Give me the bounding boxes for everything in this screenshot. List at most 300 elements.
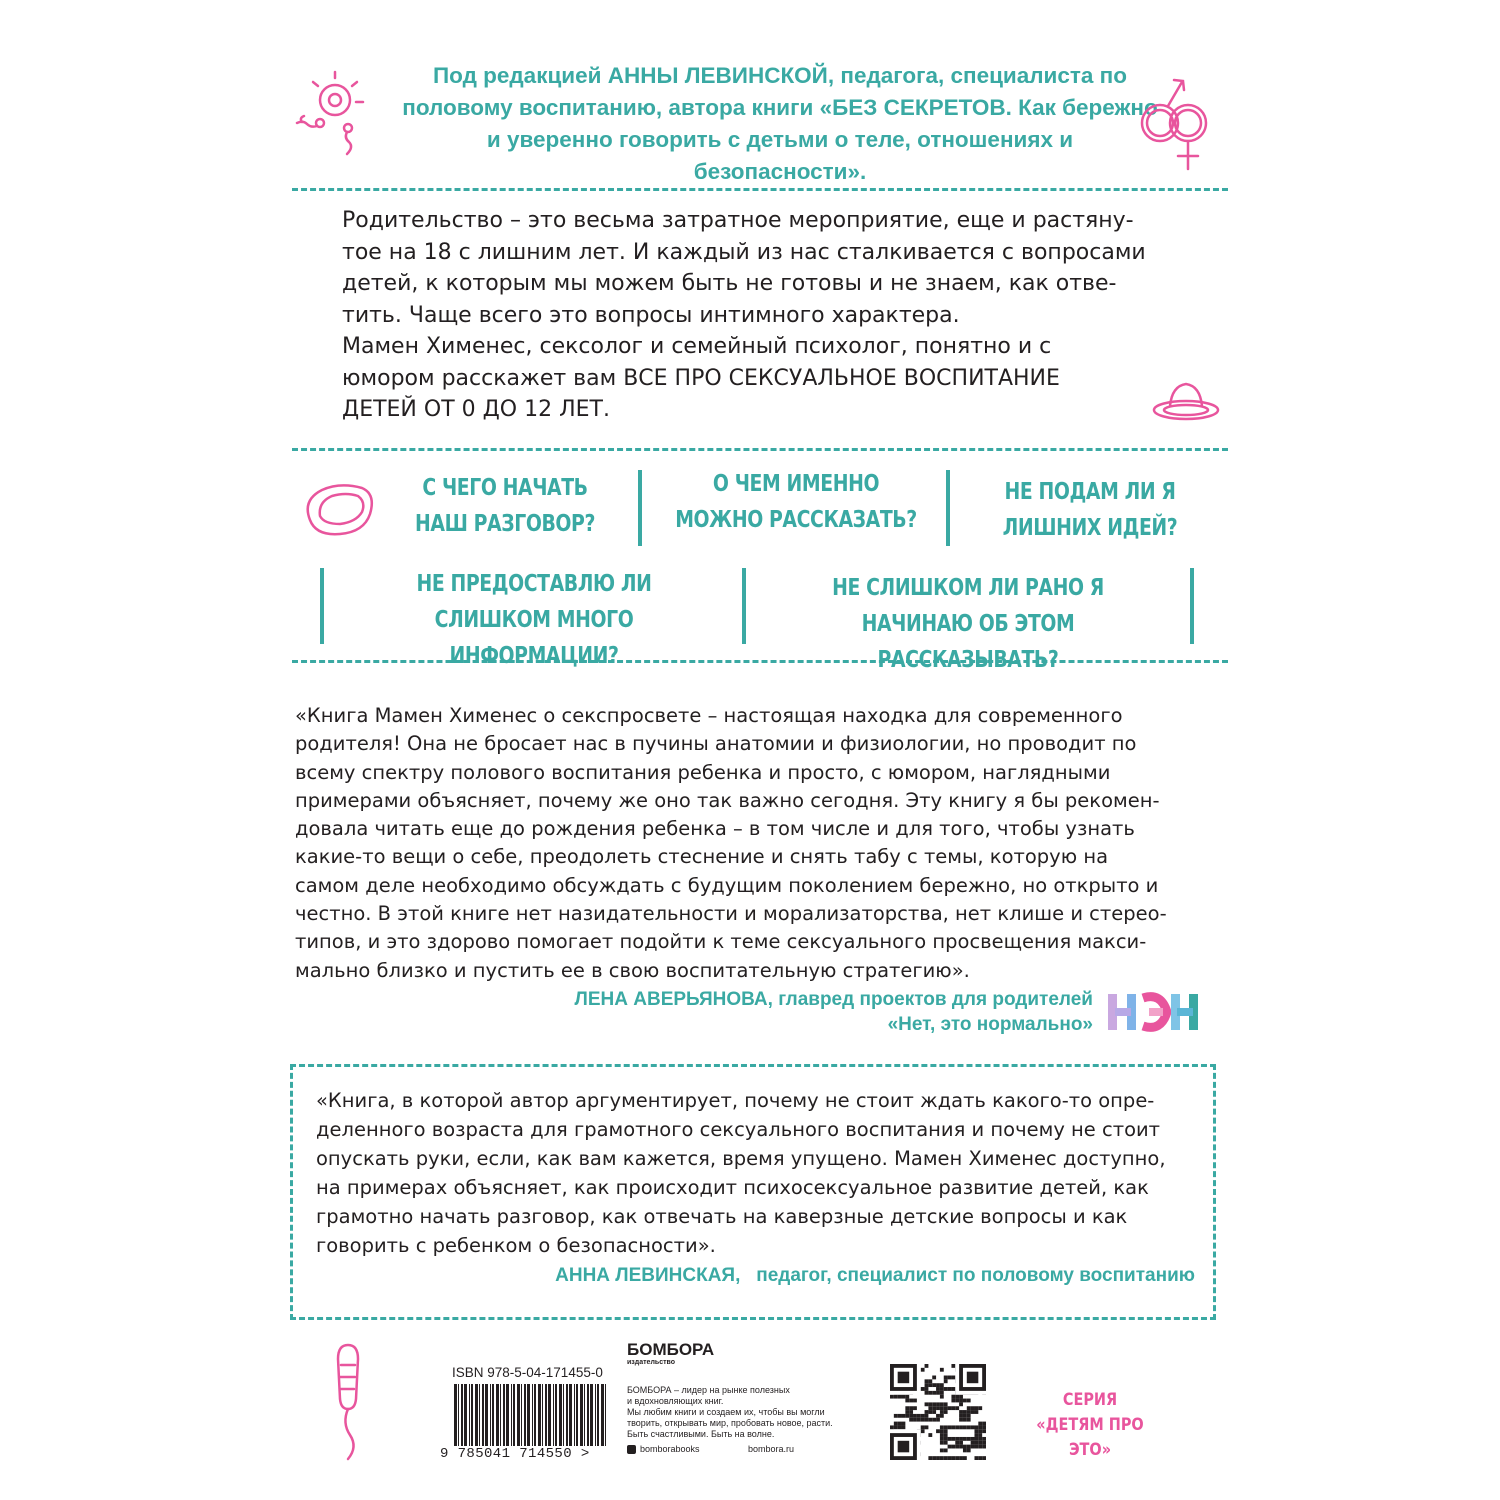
qr-module: [982, 1445, 986, 1449]
review-line: типов, и это здорово помогает подойти к теме сексуального просвещения макси-: [295, 930, 1147, 954]
qr-module: [917, 1414, 921, 1418]
barcode-bar: [506, 1384, 509, 1446]
qr-module: [951, 1437, 955, 1441]
question-4: [363, 566, 706, 674]
social-handle-text: bomborabooks: [640, 1444, 700, 1454]
divider: [292, 660, 1228, 663]
qr-module: [936, 1429, 940, 1433]
barcode-bar: [597, 1384, 599, 1446]
qr-module: [925, 1391, 929, 1395]
qr-module: [978, 1422, 982, 1426]
qr-module: [967, 1399, 971, 1403]
qr-module: [955, 1395, 959, 1399]
publisher-line: Быть счастливыми. Быть на волне.: [627, 1429, 775, 1439]
qr-module: [909, 1418, 913, 1422]
question-1: [403, 470, 608, 542]
qr-module: [944, 1379, 948, 1383]
qr-module: [921, 1368, 925, 1372]
review-line: честно. В этой книге нет назидательности и морализаторства, нет клише и стерео-: [295, 902, 1167, 926]
question-separator: [742, 568, 746, 644]
qr-module: [982, 1441, 986, 1445]
question-line: НАШ РАЗГОВОР?: [415, 511, 595, 537]
review-line: родителя! Она не бросает нас в пучины анатомии и физиологии, но проводит по: [295, 732, 1137, 756]
qr-module: [905, 1399, 909, 1403]
qr-module: [913, 1406, 917, 1410]
qr-module: [948, 1437, 952, 1441]
qr-module: [963, 1414, 967, 1418]
qr-module: [902, 1395, 906, 1399]
qr-module: [974, 1406, 978, 1410]
qr-module: [894, 1395, 898, 1399]
qr-module: [928, 1433, 932, 1437]
qr-module: [932, 1418, 936, 1422]
question-separator: [1190, 568, 1194, 644]
barcode-bar: [482, 1384, 484, 1446]
qr-module: [928, 1402, 932, 1406]
gender-symbols-icon: [1130, 68, 1225, 178]
qr-module: [936, 1418, 940, 1422]
barcode-bar: [454, 1384, 457, 1446]
qr-module: [932, 1402, 936, 1406]
qr-module: [940, 1402, 944, 1406]
qr-module: [940, 1448, 944, 1452]
barcode-bar: [590, 1384, 593, 1446]
barcode-bar: [601, 1384, 604, 1446]
qr-module: [971, 1410, 975, 1414]
qr-module: [940, 1410, 944, 1414]
qr-module: [951, 1445, 955, 1449]
review-line: примерами объясняет, почему же оно так важно сегодня. Эту книгу я бы рекомен-: [295, 788, 1160, 812]
barcode-bar: [538, 1384, 541, 1446]
qr-module: [959, 1445, 963, 1449]
qr-module: [955, 1437, 959, 1441]
qr-module: [894, 1414, 898, 1418]
qr-module: [928, 1379, 932, 1383]
qr-module: [978, 1441, 982, 1445]
qr-module: [951, 1376, 955, 1380]
barcode-bar: [524, 1384, 526, 1446]
qr-module: [928, 1418, 932, 1422]
qr-module: [971, 1437, 975, 1441]
review-line: говорить с ребенком о безопасности».: [316, 1234, 716, 1257]
qr-module: [944, 1387, 948, 1391]
barcode-bar: [548, 1384, 551, 1446]
qr-module: [963, 1437, 967, 1441]
qr-module: [974, 1425, 978, 1429]
qr-module: [898, 1372, 910, 1384]
qr-module: [967, 1418, 971, 1422]
qr-module: [971, 1425, 975, 1429]
qr-module: [936, 1414, 940, 1418]
qr-module: [925, 1418, 929, 1422]
qr-module: [940, 1437, 944, 1441]
qr-module: [978, 1425, 982, 1429]
qr-module: [951, 1399, 955, 1403]
qr-module: [905, 1406, 909, 1410]
nen-logo: [1105, 990, 1200, 1034]
publisher-line: Мы любим книги и создаем их, чтобы вы могли: [627, 1407, 825, 1417]
qr-module: [913, 1399, 917, 1403]
editor-note: [400, 60, 1160, 188]
question-line: НАЧИНАЮ ОБ ЭТОМ РАССКАЗЫВАТЬ?: [861, 611, 1075, 673]
barcode-bar: [559, 1384, 562, 1446]
qr-module: [971, 1441, 975, 1445]
qr-module: [925, 1402, 929, 1406]
intro-line: тить. Чаще всего это вопросы интимного характера.: [342, 302, 960, 328]
qr-module: [951, 1456, 955, 1460]
qr-module: [967, 1372, 979, 1384]
qr-module: [944, 1402, 948, 1406]
review-1-signature: [400, 987, 1093, 1037]
intro-paragraph: [342, 205, 1182, 426]
qr-module: [944, 1433, 948, 1437]
qr-module: [890, 1425, 894, 1429]
qr-module: [963, 1425, 967, 1429]
qr-module: [963, 1418, 967, 1422]
qr-module: [944, 1441, 948, 1445]
qr-module: [909, 1414, 913, 1418]
qr-module: [955, 1425, 959, 1429]
qr-module: [936, 1387, 940, 1391]
review-line: грамотно начать разговор, как отвечать на каверзные детские вопросы и как: [316, 1205, 1128, 1228]
barcode-bar: [553, 1384, 554, 1446]
qr-module: [959, 1437, 963, 1441]
qr-module: [974, 1441, 978, 1445]
qr-module: [959, 1395, 963, 1399]
qr-module: [936, 1456, 940, 1460]
condom-icon: [1148, 380, 1228, 425]
qr-module: [925, 1387, 929, 1391]
intro-line: Родительство – это весьма затратное мероприятие, еще и растяну-: [342, 208, 1134, 233]
qr-module: [909, 1406, 913, 1410]
publisher-line: творить, открывать мир, пробовать новое, расти.: [627, 1418, 833, 1428]
egg-sperm-icon: [290, 68, 370, 163]
qr-module: [936, 1383, 940, 1387]
question-separator: [320, 568, 324, 644]
qr-module: [944, 1448, 948, 1452]
question-separator: [638, 470, 642, 546]
barcode-bar: [521, 1384, 522, 1446]
qr-module: [921, 1418, 925, 1422]
barcode-bar: [605, 1384, 606, 1446]
barcode-bar: [587, 1384, 589, 1446]
qr-module: [967, 1448, 971, 1452]
review-line: на примерах объясняет, как происходит психосексуальное развитие детей, как: [316, 1176, 1149, 1199]
qr-module: [936, 1402, 940, 1406]
qr-module: [967, 1445, 971, 1449]
qr-module: [902, 1414, 906, 1418]
qr-module: [936, 1391, 940, 1395]
qr-module: [963, 1456, 967, 1460]
qr-module: [940, 1456, 944, 1460]
divider: [292, 448, 1228, 451]
qr-module: [944, 1406, 948, 1410]
qr-module: [898, 1425, 902, 1429]
qr-module: [928, 1391, 932, 1395]
barcode-bar: [475, 1384, 478, 1446]
qr-module: [898, 1441, 910, 1453]
qr-module: [898, 1414, 902, 1418]
intro-line: тое на 18 с лишним лет. И каждый из нас сталкивается с вопросами: [342, 239, 1146, 265]
question-line: С ЧЕГО НАЧАТЬ: [422, 475, 588, 501]
qr-module: [951, 1395, 955, 1399]
qr-module: [932, 1383, 936, 1387]
barcode-bar: [527, 1384, 530, 1446]
review-2-signature: [400, 1263, 1195, 1288]
vk-icon: [627, 1445, 636, 1454]
qr-module: [936, 1406, 940, 1410]
qr-module: [959, 1456, 963, 1460]
qr-module: [925, 1410, 929, 1414]
tampon-icon: [318, 1335, 378, 1465]
barcode-bar: [569, 1384, 572, 1446]
qr-module: [928, 1410, 932, 1414]
barcode-bar: [566, 1384, 568, 1446]
qr-module: [948, 1445, 952, 1449]
qr-module: [940, 1425, 944, 1429]
qr-module: [940, 1406, 944, 1410]
barcode-bar: [517, 1384, 520, 1446]
qr-module: [959, 1441, 963, 1445]
qr-module: [963, 1448, 967, 1452]
site-link[interactable]: bombora.ru: [748, 1444, 795, 1454]
qr-module: [959, 1399, 963, 1403]
qr-module: [917, 1418, 921, 1422]
qr-module: [982, 1422, 986, 1426]
qr-module: [940, 1395, 944, 1399]
qr-module: [909, 1410, 913, 1414]
barcode: [452, 1384, 612, 1446]
qr-module: [921, 1429, 925, 1433]
qr-module: [978, 1406, 982, 1410]
qr-module: [955, 1406, 959, 1410]
barcode-bar: [542, 1384, 543, 1446]
qr-module: [921, 1425, 925, 1429]
intro-line: юмором расскажет вам ВСЕ ПРО СЕКСУАЛЬНОЕ ВОСПИТАНИЕ: [342, 365, 1060, 391]
qr-module: [944, 1456, 948, 1460]
review-2-role: педагог, специалист по половому воспитанию: [756, 1265, 1195, 1286]
qr-module: [967, 1414, 971, 1418]
barcode-bar: [584, 1384, 585, 1446]
review-line: деленного возраста для грамотного сексуального воспитания и почему не стоит: [316, 1118, 1161, 1141]
barcode-bar: [580, 1384, 583, 1446]
qr-module: [944, 1437, 948, 1441]
qr-module: [932, 1456, 936, 1460]
barcode-bar: [500, 1384, 501, 1446]
editor-note-line: Под редакцией АННЫ ЛЕВИНСКОЙ, педагога, специалиста по: [432, 63, 1128, 88]
qr-module: [978, 1456, 982, 1460]
qr-module: [890, 1395, 894, 1399]
qr-module: [940, 1387, 944, 1391]
publisher-description: [627, 1385, 867, 1440]
qr-module: [905, 1414, 909, 1418]
qr-module: [940, 1414, 944, 1418]
intro-line: ДЕТЕЙ ОТ 0 ДО 12 ЛЕТ.: [342, 397, 610, 422]
divider: [292, 188, 1228, 191]
publisher-sub: издательство: [627, 1359, 675, 1366]
qr-module: [982, 1437, 986, 1441]
qr-module: [928, 1456, 932, 1460]
question-2: [673, 466, 919, 538]
qr-module: [905, 1410, 909, 1414]
barcode-bar: [555, 1384, 557, 1446]
qr-module: [948, 1425, 952, 1429]
barcode-bar: [461, 1384, 463, 1446]
qr-module: [974, 1433, 978, 1437]
publisher-line: и вдохновляющих книг.: [627, 1396, 724, 1406]
barcode-bar: [464, 1384, 467, 1446]
qr-module: [948, 1376, 952, 1380]
social-handle[interactable]: [627, 1444, 700, 1455]
qr-module: [974, 1429, 978, 1433]
qr-module: [944, 1376, 948, 1380]
qr-module: [913, 1418, 917, 1422]
review-line: какие-то вещи о себе, преодолеть стеснение и снять табу с темы, которую на: [295, 845, 1109, 869]
question-line: НЕ ПОДАМ ЛИ Я: [1004, 479, 1176, 505]
qr-module: [955, 1399, 959, 1403]
qr-module: [978, 1433, 982, 1437]
review-quote-2: [316, 1086, 1196, 1260]
qr-module: [982, 1429, 986, 1433]
review-quote-1: [295, 702, 1205, 985]
qr-module: [955, 1441, 959, 1445]
question-3: [979, 474, 1200, 546]
barcode-bar: [492, 1384, 494, 1446]
qr-module: [948, 1406, 952, 1410]
qr-module: [951, 1387, 955, 1391]
qr-module: [974, 1410, 978, 1414]
barcode-bar: [532, 1384, 533, 1446]
review-line: «Книга Мамен Хименес о секспросвете – настоящая находка для современного: [295, 704, 1123, 727]
qr-module: [959, 1425, 963, 1429]
barcode-bar: [479, 1384, 480, 1446]
qr-module: [955, 1445, 959, 1449]
barcode-bar: [595, 1384, 596, 1446]
qr-module: [978, 1437, 982, 1441]
qr-module: [951, 1425, 955, 1429]
question-line: МОЖНО РАССКАЗАТЬ?: [675, 507, 917, 533]
qr-module: [932, 1376, 936, 1380]
qr-module: [948, 1456, 952, 1460]
qr-module: [944, 1425, 948, 1429]
qr-module: [902, 1422, 906, 1426]
qr-module: [898, 1395, 902, 1399]
review-line: «Книга, в которой автор аргументирует, почему не стоит ждать какого-то опре-: [316, 1089, 1155, 1112]
qr-module: [905, 1395, 909, 1399]
qr-module: [971, 1445, 975, 1449]
barcode-bar: [469, 1384, 470, 1446]
qr-module: [963, 1399, 967, 1403]
pad-icon: [300, 478, 380, 540]
qr-module: [955, 1456, 959, 1460]
question-line: СЛИШКОМ МНОГО ИНФОРМАЦИИ?: [434, 607, 634, 669]
qr-module: [959, 1402, 963, 1406]
barcode-bar: [485, 1384, 488, 1446]
qr-module: [925, 1414, 929, 1418]
qr-module: [959, 1410, 963, 1414]
barcode-bar: [574, 1384, 575, 1446]
qr-module: [932, 1391, 936, 1395]
qr-module: [940, 1368, 944, 1372]
review-line: всему спектру полового воспитания ребенка и просто, с юмором, наглядными: [295, 760, 1111, 784]
barcode-bar: [503, 1384, 505, 1446]
question-line: НЕ ПРЕДОСТАВЛЮ ЛИ: [416, 571, 652, 597]
qr-code: [890, 1364, 986, 1460]
intro-line: детей, к которым мы можем быть не готовы и не знаем, как отве-: [342, 271, 1117, 296]
qr-module: [894, 1422, 898, 1426]
qr-module: [967, 1425, 971, 1429]
qr-module: [944, 1429, 948, 1433]
barcode-bar: [496, 1384, 499, 1446]
isbn-text: ISBN 978-5-04-171455-0: [452, 1365, 603, 1380]
qr-module: [967, 1437, 971, 1441]
qr-module: [963, 1445, 967, 1449]
barcode-bar: [534, 1384, 536, 1446]
qr-module: [925, 1383, 929, 1387]
qr-module: [971, 1406, 975, 1410]
barcode-bar: [576, 1384, 578, 1446]
qr-module: [925, 1379, 929, 1383]
barcode-bar: [563, 1384, 564, 1446]
series-block: [1014, 1388, 1167, 1463]
review-2-author: АННА ЛЕВИНСКАЯ,: [555, 1265, 741, 1286]
review-line: опускать руки, если, как вам кажется, время упущено. Мамен Хименес доступно,: [316, 1147, 1166, 1170]
review-line: довала читать еще до рождения ребенка – в том числе и для того, чтобы узнать: [295, 817, 1135, 841]
qr-module: [978, 1445, 982, 1449]
question-separator: [946, 470, 950, 546]
publisher-line: БОМБОРА – лидер на рынке полезных: [627, 1385, 790, 1395]
qr-module: [959, 1414, 963, 1418]
qr-module: [928, 1383, 932, 1387]
qr-module: [932, 1410, 936, 1414]
qr-module: [963, 1410, 967, 1414]
review-1-role: , главред проектов для родителей: [767, 989, 1093, 1010]
question-line: НЕ СЛИШКОМ ЛИ РАНО Я: [832, 575, 1104, 601]
barcode-digits: 9 785041 714550 >: [440, 1446, 590, 1462]
barcode-bar: [471, 1384, 473, 1446]
qr-module: [940, 1391, 944, 1395]
editor-note-line: и уверенно говорить с детьми о теле, отношениях и безопасности».: [486, 127, 1074, 184]
qr-module: [921, 1387, 925, 1391]
question-line: О ЧЕМ ИМЕННО: [712, 471, 880, 497]
qr-module: [982, 1425, 986, 1429]
review-line: мально близко и пустить ее в свою воспитательную стратегию».: [295, 958, 970, 982]
barcode-bar: [490, 1384, 491, 1446]
qr-module: [967, 1410, 971, 1414]
qr-module: [940, 1429, 944, 1433]
qr-module: [951, 1364, 955, 1368]
qr-module: [902, 1425, 906, 1429]
qr-module: [982, 1456, 986, 1460]
publisher-logo: БОМБОРА: [627, 1340, 715, 1359]
qr-module: [928, 1406, 932, 1410]
qr-module: [932, 1406, 936, 1410]
qr-module: [940, 1433, 944, 1437]
qr-module: [940, 1383, 944, 1387]
qr-module: [898, 1422, 902, 1426]
barcode-bar: [513, 1384, 515, 1446]
qr-module: [925, 1425, 929, 1429]
qr-module: [951, 1406, 955, 1410]
editor-note-line: половому воспитанию, автора книги «БЕЗ СЕКРЕТОВ. Как бережно: [402, 95, 1158, 120]
barcode-bar: [458, 1384, 459, 1446]
qr-module: [959, 1418, 963, 1422]
qr-module: [894, 1425, 898, 1429]
qr-module: [940, 1441, 944, 1445]
review-line: самом деле необходимо обсуждать с будущим поколением бережно, но открыто и: [295, 873, 1159, 897]
qr-module: [948, 1387, 952, 1391]
qr-module: [974, 1456, 978, 1460]
